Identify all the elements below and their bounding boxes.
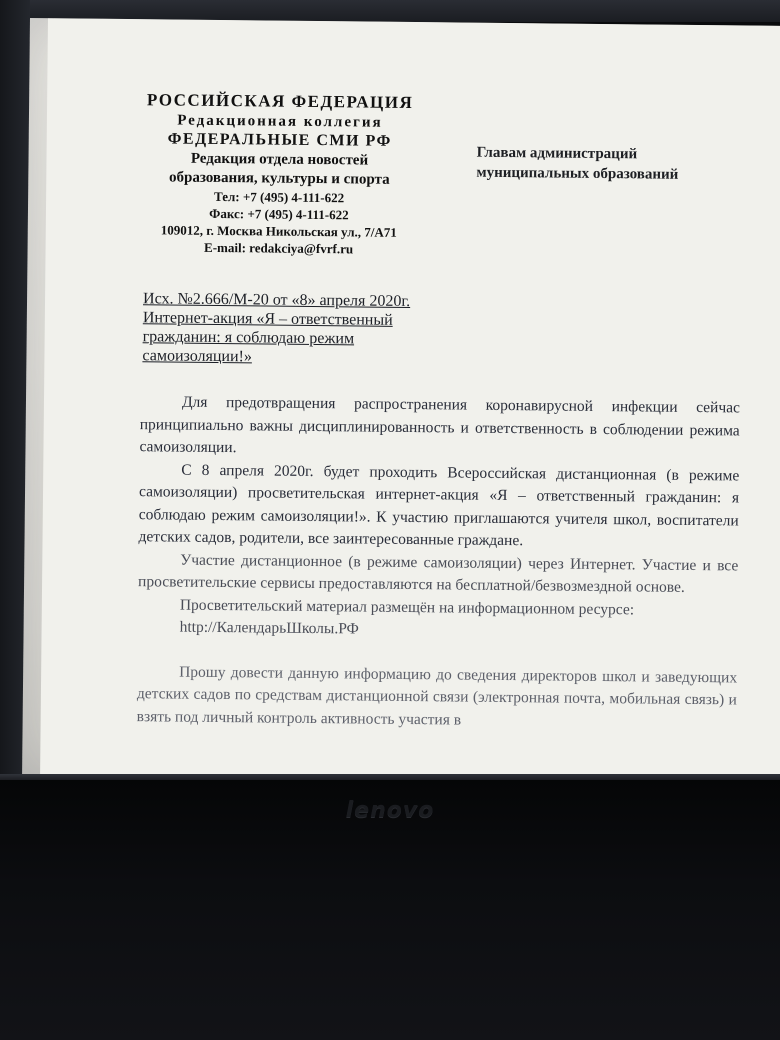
addressee-line1: Главам администраций — [476, 144, 638, 163]
letterhead-email: E-mail: redakciya@fvrf.ru — [203, 239, 354, 257]
document-page — [40, 18, 780, 786]
paragraph-1: Для предотвращения распространения коронавирусной инфекции сейчас принципиально важны дисциплинированность и ответственность в соблюдении режима самоизоляции. — [139, 393, 741, 457]
paragraph-4: Просветительский материал размещён на информационном ресурсе: — [179, 596, 635, 618]
letterhead-address: 109012, г. Москва Никольская ул., 7/А71 — [160, 222, 397, 240]
paragraph-2: С 8 апреля 2020г. будет проходить Всероссийская дистанционная (в режиме самоизоляции) просветительская интернет-акция «Я – ответственный гражданин: я соблюдаю режим самоизоляции!». К участию приглашаются учителя школ, воспитатели детских садов, родители, все заинтересованные граждане. — [138, 461, 740, 550]
letterhead-fax: Факс: +7 (495) 4-111-622 — [209, 205, 349, 223]
paragraph-5: Прошу довести данную информацию до сведения директоров школ и заведующих детских садов по средствам дистанционной связи (электронная почта, мобильная связь) и взять под личный контроль активность участия в — [136, 663, 738, 729]
letter-body — [137, 391, 740, 734]
reference-block — [142, 289, 463, 368]
letterhead-country: РОССИЙСКАЯ ФЕДЕРАЦИЯ — [146, 90, 414, 113]
letterhead-dept-line2: образования, культуры и спорта — [168, 169, 390, 188]
letterhead-board: Редакционная коллегия — [177, 112, 383, 131]
reference-subject: Интернет-акция «Я – ответственный гражданин: я соблюдаю режим самоизоляции!» — [142, 309, 393, 366]
paragraph-3: Участие дистанционное (в режиме самоизоляции) через Интернет. Участие и все просветительские сервисы предоставляются на бесплатной/безвозмездной основе. — [138, 551, 739, 596]
letterhead-dept-line1: Редакция отдела новостей — [190, 150, 369, 169]
letterhead-tel: Тел: +7 (495) 4-111-622 — [214, 188, 345, 206]
brand-logo: lenovo — [345, 798, 435, 823]
laptop-screen — [22, 18, 780, 786]
reference-number: Исх. №2.666/М-20 от «8» апреля 2020г. — [142, 290, 411, 310]
addressee — [476, 143, 736, 186]
addressee-line2: муниципальных образований — [476, 164, 679, 183]
letterhead-media: ФЕДЕРАЛЬНЫЕ СМИ РФ — [167, 130, 392, 150]
letterhead — [114, 89, 446, 258]
resource-url: http://КалендарьШколы.РФ — [179, 618, 359, 638]
